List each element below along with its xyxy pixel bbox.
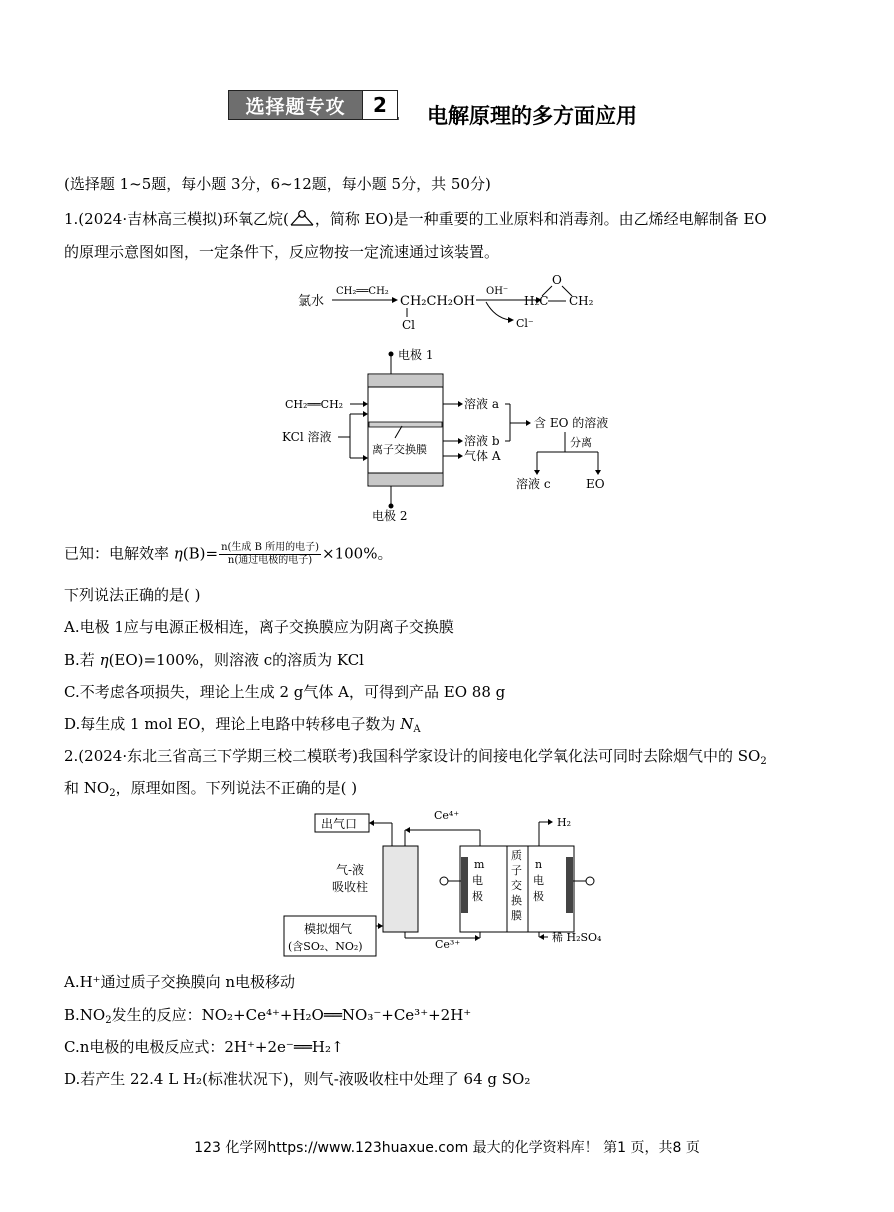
q1-question: 下列说法正确的是( ) bbox=[64, 586, 201, 604]
known-eta: η bbox=[173, 544, 183, 563]
q2-option-d: D.若产生 22.4 L H₂(标准状况下)，则气-液吸收柱中处理了 64 g SO₂ bbox=[64, 1070, 531, 1088]
q2-option-b-eq: 发生的反应：NO₂+Ce⁴⁺+H₂O══NO₃⁻+Ce³⁺+2H⁺ bbox=[111, 1006, 472, 1024]
electrolysis-apparatus bbox=[280, 344, 640, 524]
page-title: 电解原理的多方面应用 bbox=[427, 104, 637, 128]
q1-known bbox=[64, 542, 392, 567]
efficiency-fraction bbox=[219, 542, 321, 567]
column-label-1: 气-液 bbox=[336, 863, 365, 877]
q1-line1-post: ，简称 EO)是一种重要的工业原料和消毒剂。由乙烯经电解制备 EO bbox=[314, 210, 767, 228]
q2-option-a: A.H⁺通过质子交换膜向 n电极移动 bbox=[64, 973, 296, 991]
membrane-label: 离子交换膜 bbox=[372, 443, 427, 456]
electrode1-label: 电极 1 bbox=[398, 348, 434, 362]
h2-label: H₂ bbox=[557, 816, 572, 829]
n-electrode-3: 极 bbox=[533, 890, 544, 903]
intro-text: (选择题 1~5题，每小题 3分，6~12题，每小题 5分，共 50分) bbox=[64, 175, 491, 193]
pem-3: 交 bbox=[511, 879, 522, 892]
known-b: (B)= bbox=[182, 544, 219, 563]
q1-line1 bbox=[64, 208, 767, 229]
badge-label: 选择题专攻 bbox=[229, 91, 362, 119]
known-post: ×100%。 bbox=[322, 544, 393, 563]
gas-a-label: 气体 A bbox=[464, 449, 501, 463]
solution-b-label: 溶液 b bbox=[464, 434, 500, 448]
q2-option-c: C.n电极的电极反应式：2H⁺+2e⁻══H₂↑ bbox=[64, 1038, 344, 1056]
reagent1-label: CH₂══CH₂ bbox=[336, 286, 389, 297]
product1-label: CH₂CH₂OH bbox=[400, 294, 475, 309]
product2-o: O bbox=[552, 273, 562, 287]
n-electrode-1: n bbox=[535, 858, 543, 871]
q2-option-b: $B.NO_2$发生的反应：NO₂+Ce⁴⁺+H₂O══NO₃⁻+Ce³⁺+2H⁺ bbox=[64, 1006, 472, 1026]
cl-label: Cl bbox=[402, 318, 416, 332]
kcl-label: KCl 溶液 bbox=[282, 430, 332, 444]
section-badge bbox=[228, 90, 398, 120]
outlet-label: 出气口 bbox=[321, 817, 358, 831]
m-electrode-2: 电 bbox=[472, 874, 483, 887]
ce3-label: Ce³⁺ bbox=[435, 938, 461, 951]
ethylene-label: CH₂══CH₂ bbox=[285, 398, 344, 411]
option-b-pre: B.若 bbox=[64, 651, 100, 669]
epoxide-icon bbox=[289, 209, 315, 227]
column-label-2: 吸收柱 bbox=[332, 880, 369, 894]
option-b-post: (EO)=100%，则溶液 c的溶质为 KCl bbox=[108, 651, 364, 669]
reaction-scheme bbox=[290, 272, 610, 334]
known-pre: 已知：电解效率 bbox=[64, 544, 174, 563]
q2-line2-pre: 和 NO bbox=[64, 779, 110, 797]
product2-h2c: H₂C bbox=[524, 294, 549, 308]
solution-a-label: 溶液 a bbox=[464, 397, 499, 411]
eo-label: EO bbox=[586, 477, 605, 491]
flue-gas-label-2: (含SO₂、NO₂) bbox=[288, 940, 363, 953]
pem-2: 子 bbox=[511, 864, 522, 877]
pem-4: 换 bbox=[511, 894, 522, 907]
reagent2-label: OH⁻ bbox=[486, 286, 509, 297]
q2-line1 bbox=[64, 745, 767, 767]
q1-option-d bbox=[64, 713, 421, 735]
q2-line2 bbox=[64, 777, 357, 799]
electrochemical-oxidation-diagram bbox=[280, 802, 620, 962]
ce4-label: Ce⁴⁺ bbox=[434, 809, 460, 822]
q2-option-b-pre: B.NO bbox=[64, 1006, 106, 1024]
badge-number: 2 bbox=[362, 91, 397, 119]
electrode2-label: 电极 2 bbox=[372, 509, 408, 523]
chlorine-water-label: 氯水 bbox=[298, 294, 325, 309]
m-electrode-3: 极 bbox=[472, 890, 483, 903]
q2-line2-sub: 2 bbox=[109, 788, 116, 799]
solution-c-label: 溶液 c bbox=[516, 477, 551, 491]
product2-ch2: CH₂ bbox=[569, 294, 594, 308]
n-electrode-2: 电 bbox=[533, 874, 544, 887]
fraction-denominator: n(通过电极的电子) bbox=[227, 555, 313, 566]
q1-line1-pre: 1.(2024·吉林高三模拟)环氧乙烷( bbox=[64, 210, 289, 228]
q2-line1-pre: 2.(2024·东北三省高三下学期三校二模联考)我国科学家设计的间接电化学氧化法可同时去除烟气中的 SO bbox=[64, 747, 761, 765]
dilute-acid-label: 稀 H₂SO₄ bbox=[552, 931, 602, 944]
fraction-numerator: n(生成 B 所用的电子) bbox=[221, 542, 320, 553]
m-electrode-1: m bbox=[474, 858, 485, 871]
cl-out-label: Cl⁻ bbox=[516, 317, 534, 330]
pem-5: 膜 bbox=[511, 909, 522, 922]
q1-option-c: C.不考虑各项损失，理论上生成 2 g气体 A，可得到产品 EO 88 g bbox=[64, 683, 506, 701]
option-b-eta: η bbox=[99, 651, 109, 669]
eo-solution-label: 含 EO 的溶液 bbox=[534, 416, 609, 430]
pem-1: 质 bbox=[511, 849, 522, 862]
q1-option-b bbox=[64, 649, 364, 670]
q2-line2-post: ，原理如图。下列说法不正确的是( ) bbox=[115, 779, 358, 797]
option-d-sub: A bbox=[413, 724, 421, 735]
page-footer: 123 化学网https://www.123huaxue.com 最大的化学资料库！ 第1 页，共8 页 bbox=[194, 1140, 700, 1156]
option-d-n: N bbox=[400, 715, 414, 733]
q1-line2: 的原理示意图如图，一定条件下，反应物按一定流速通过该装置。 bbox=[64, 243, 500, 261]
option-d-pre: D.每生成 1 mol EO，理论上电路中转移电子数为 bbox=[64, 715, 401, 733]
flue-gas-label-1: 模拟烟气 bbox=[304, 922, 353, 936]
q1-option-a: A.电极 1应与电源正极相连，离子交换膜应为阴离子交换膜 bbox=[64, 618, 454, 636]
separation-label: 分离 bbox=[570, 436, 592, 449]
q2-line1-sub: 2 bbox=[760, 756, 767, 767]
